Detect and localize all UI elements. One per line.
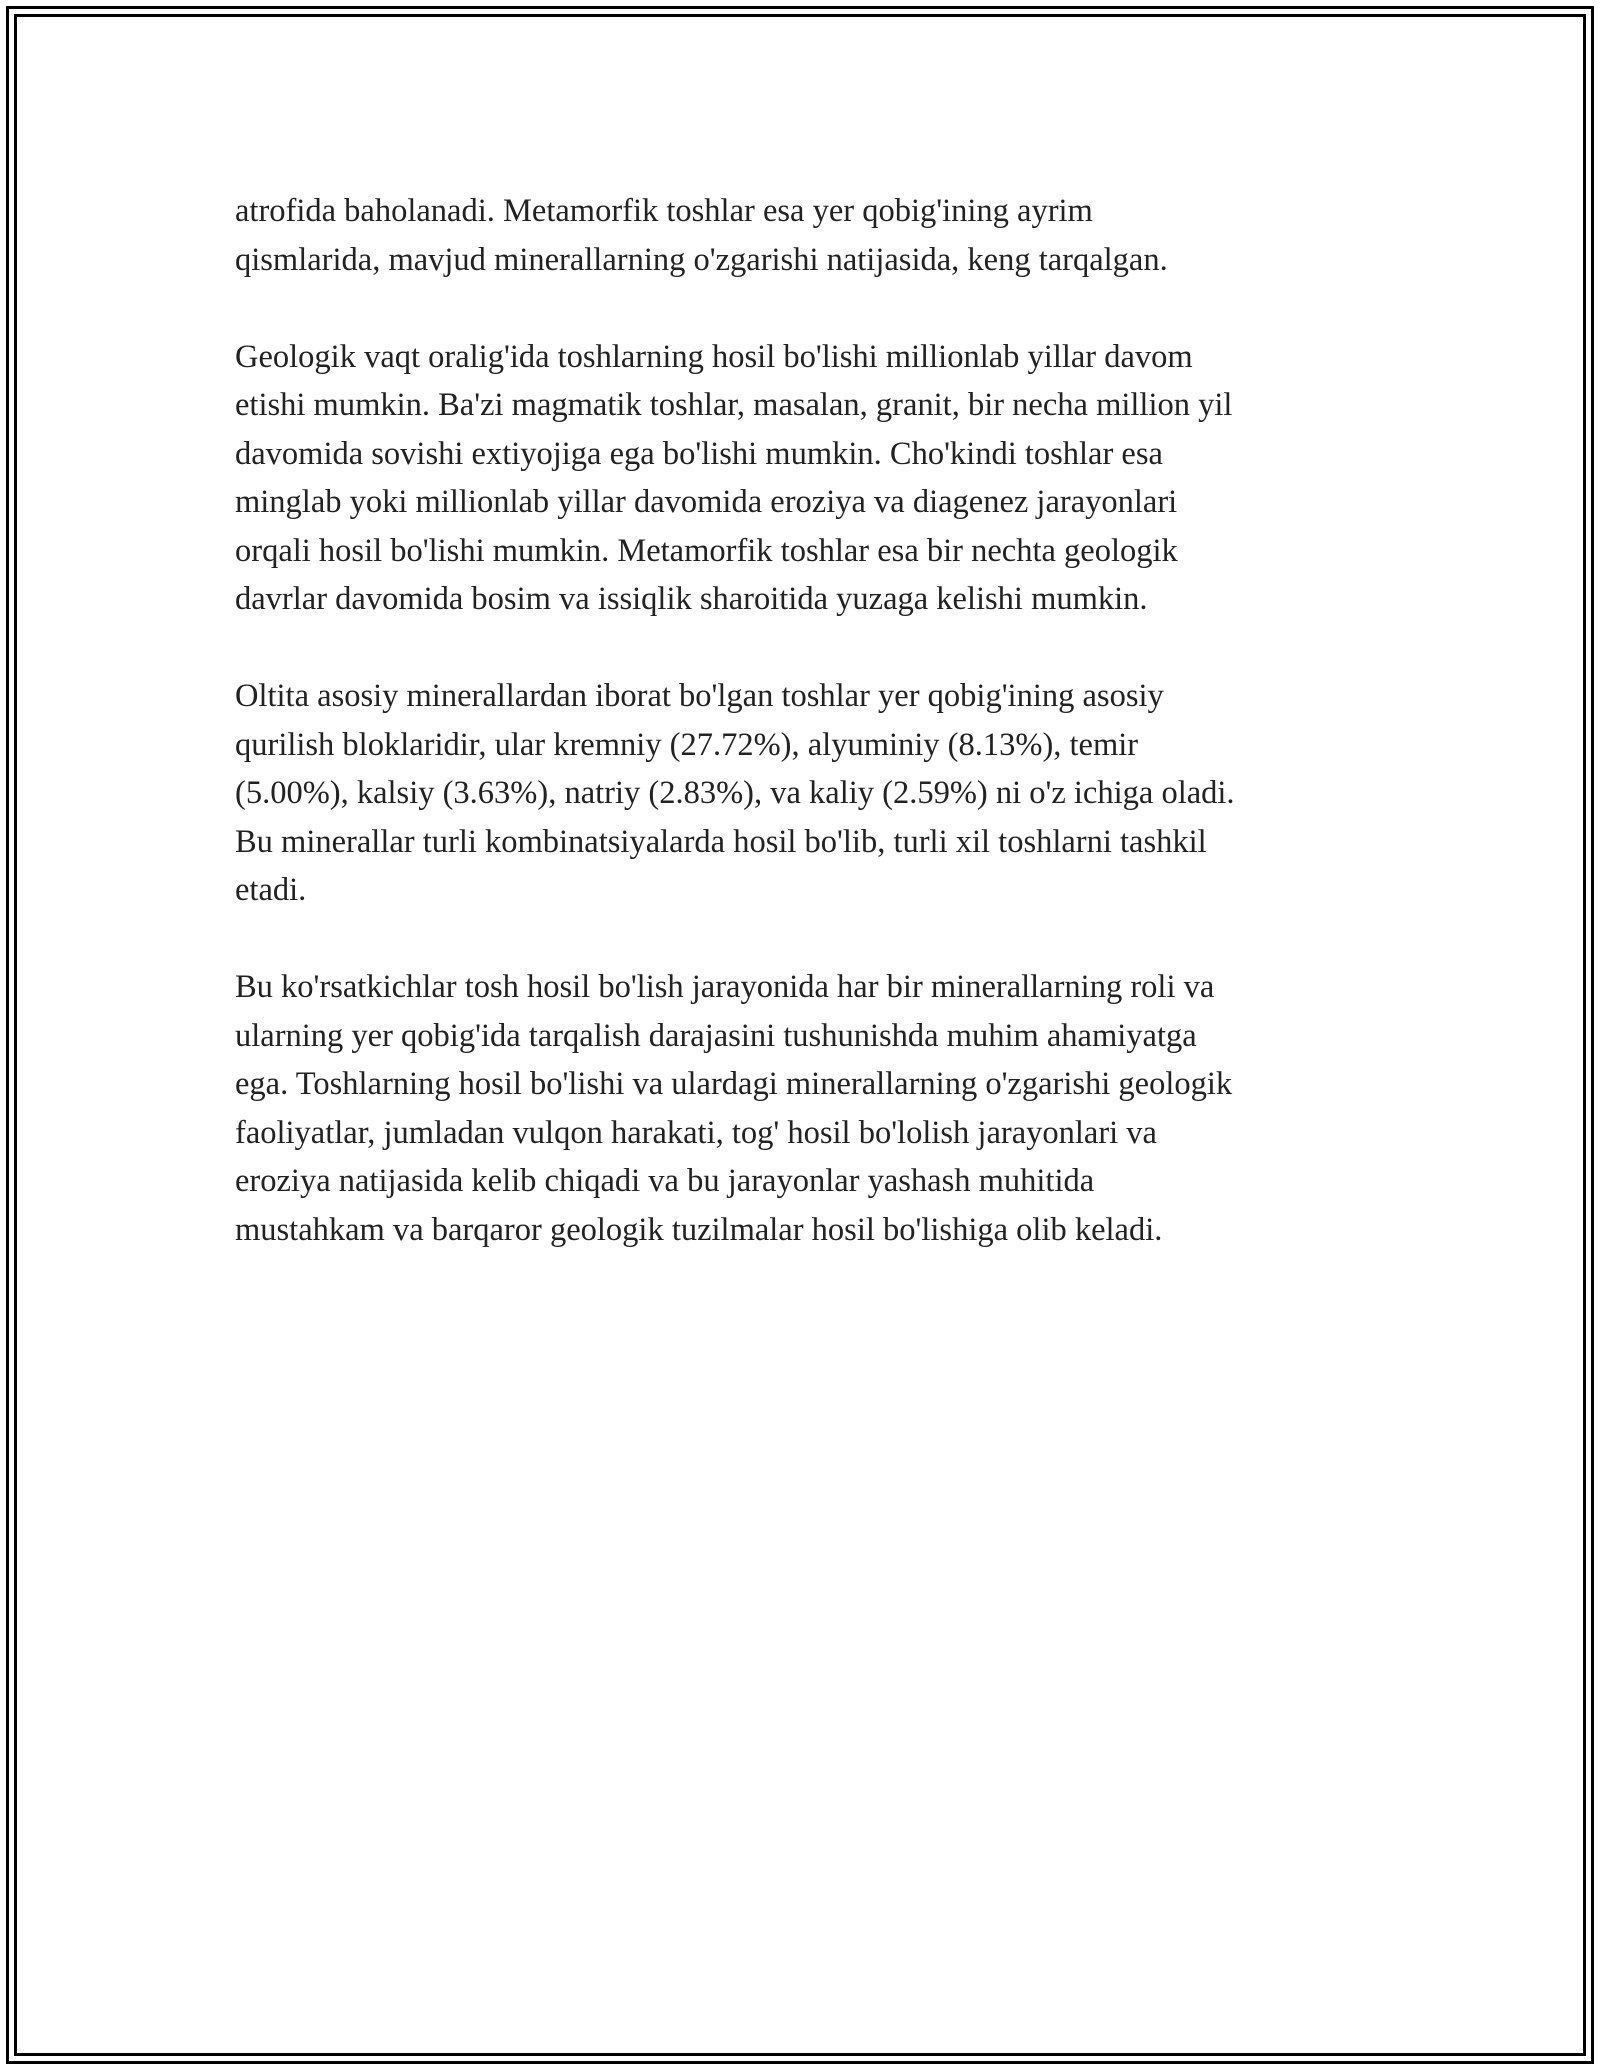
paragraph-2: Geologik vaqt oralig'ida toshlarning hosil bo'lishi millionlab yillar davom etishi mumkin. Ba'zi magmatik toshlar, masalan, granit, bir necha million yil davomida sovishi extiyojiga ega bo'lishi mumkin. Cho'kindi toshlar esa minglab yoki millionlab yillar davomida eroziya va diagenez jarayonlari orqali hosil bo'lishi mumkin. Metamorfik toshlar esa bir nechta geologik davrlar davomida bosim va issiqlik sharoitida yuzaga kelishi mumkin.: [235, 338, 1233, 617]
paragraph-4: Bu ko'rsatkichlar tosh hosil bo'lish jarayonida har bir minerallarning roli va ularning yer qobig'ida tarqalish darajasini tushunishda muhim ahamiyatga ega. Toshlarning hosil bo'lishi va ulardagi minerallarning o'zgarishi geologik faoliyatlar, jumladan vulqon harakati, tog' hosil bo'lolish jarayonlari va eroziya natijasida kelib chiqadi va bu jarayonlar yashash muhitida mustahkam va barqaror geologik tuzilmalar hosil bo'lishiga olib keladi.: [235, 969, 1233, 1248]
paragraph-1: atrofida baholanadi. Metamorfik toshlar esa yer qobig'ining ayrim qismlarida, mavjud minerallarning o'zgarishi natijasida, keng tarqalgan.: [235, 193, 1168, 278]
paragraph-3: Oltita asosiy minerallardan iborat bo'lgan toshlar yer qobig'ining asosiy qurilish bloklaridir, ular kremniy (27.72%), alyuminiy (8.13%), temir (5.00%), kalsiy (3.63%), natriy (2.83%), va kaliy (2.59%) ni o'z ichiga oladi. Bu minerallar turli kombinatsiyalarda hosil bo'lib, turli xil toshlarni tashkil etadi.: [235, 678, 1235, 908]
document-body: [235, 187, 1385, 1303]
